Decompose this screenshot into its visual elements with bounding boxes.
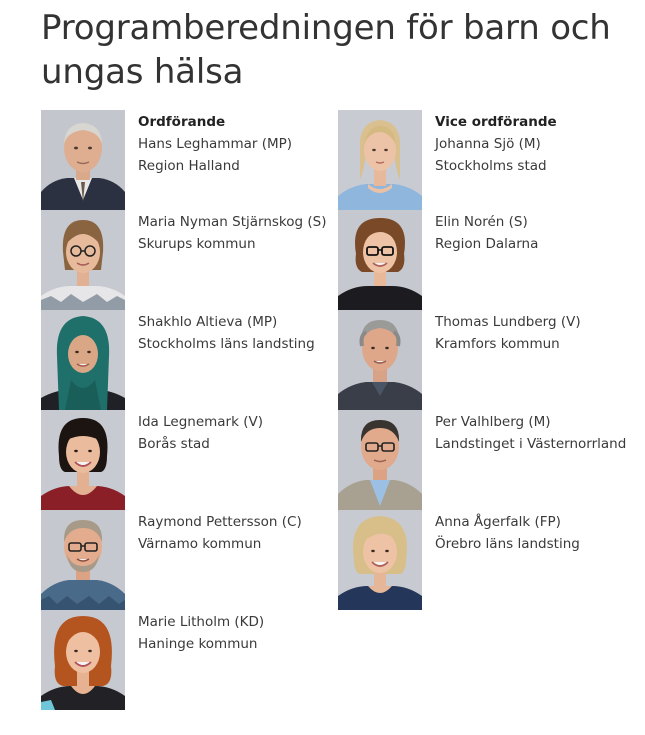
member-name: Maria Nyman Stjärnskog (S) (138, 214, 327, 230)
member-name: Ida Legnemark (V) (138, 414, 263, 430)
member-organization: Region Halland (138, 158, 240, 174)
member-organization: Stockholms läns landsting (138, 336, 315, 352)
member-role: Vice ordförande (435, 114, 557, 130)
member-organization: Haninge kommun (138, 636, 258, 652)
member-info (435, 311, 635, 355)
member-info (435, 211, 635, 255)
portrait-woman-blonde-icon (338, 110, 422, 210)
member-name: Per Valhlberg (M) (435, 414, 551, 430)
member-name: Shakhlo Altieva (MP) (138, 314, 278, 330)
member-name: Johanna Sjö (M) (435, 136, 541, 152)
member-organization: Kramfors kommun (435, 336, 560, 352)
member-organization: Stockholms stad (435, 158, 547, 174)
member-info (138, 411, 338, 455)
member-role: Ordförande (138, 114, 226, 130)
member-organization: Region Dalarna (435, 236, 539, 252)
member-name: Thomas Lundberg (V) (435, 314, 581, 330)
member-organization: Örebro läns landsting (435, 536, 580, 552)
portrait-woman-curly-glasses-icon (338, 210, 422, 310)
member-info (435, 511, 635, 555)
portrait-woman-headscarf-icon (41, 310, 125, 410)
member-name: Elin Norén (S) (435, 214, 528, 230)
portrait-woman-red-hair-icon (41, 610, 125, 710)
member-info (138, 211, 338, 255)
member-organization: Värnamo kommun (138, 536, 262, 552)
portrait-man-bald-icon (41, 110, 125, 210)
member-info (138, 111, 338, 177)
member-name: Anna Ågerfalk (FP) (435, 514, 561, 530)
portrait-man-grey-icon (338, 310, 422, 410)
portrait-man-glasses-beard-icon (41, 510, 125, 610)
member-name: Raymond Pettersson (C) (138, 514, 302, 530)
portrait-woman-glasses-icon (41, 210, 125, 310)
portrait-man-glasses-icon (338, 410, 422, 510)
page-title: Programberedningen för barn och ungas hälsa (41, 8, 611, 92)
member-name: Marie Litholm (KD) (138, 614, 265, 630)
member-info (435, 111, 635, 177)
member-info (138, 311, 338, 355)
member-organization: Borås stad (138, 436, 210, 452)
member-name: Hans Leghammar (MP) (138, 136, 293, 152)
member-info (435, 411, 635, 455)
member-info (138, 611, 338, 655)
member-info (138, 511, 338, 555)
member-organization: Skurups kommun (138, 236, 256, 252)
portrait-woman-bob-icon (41, 410, 125, 510)
member-organization: Landstinget i Västernorrland (435, 436, 627, 452)
portrait-woman-blonde-short-icon (338, 510, 422, 610)
